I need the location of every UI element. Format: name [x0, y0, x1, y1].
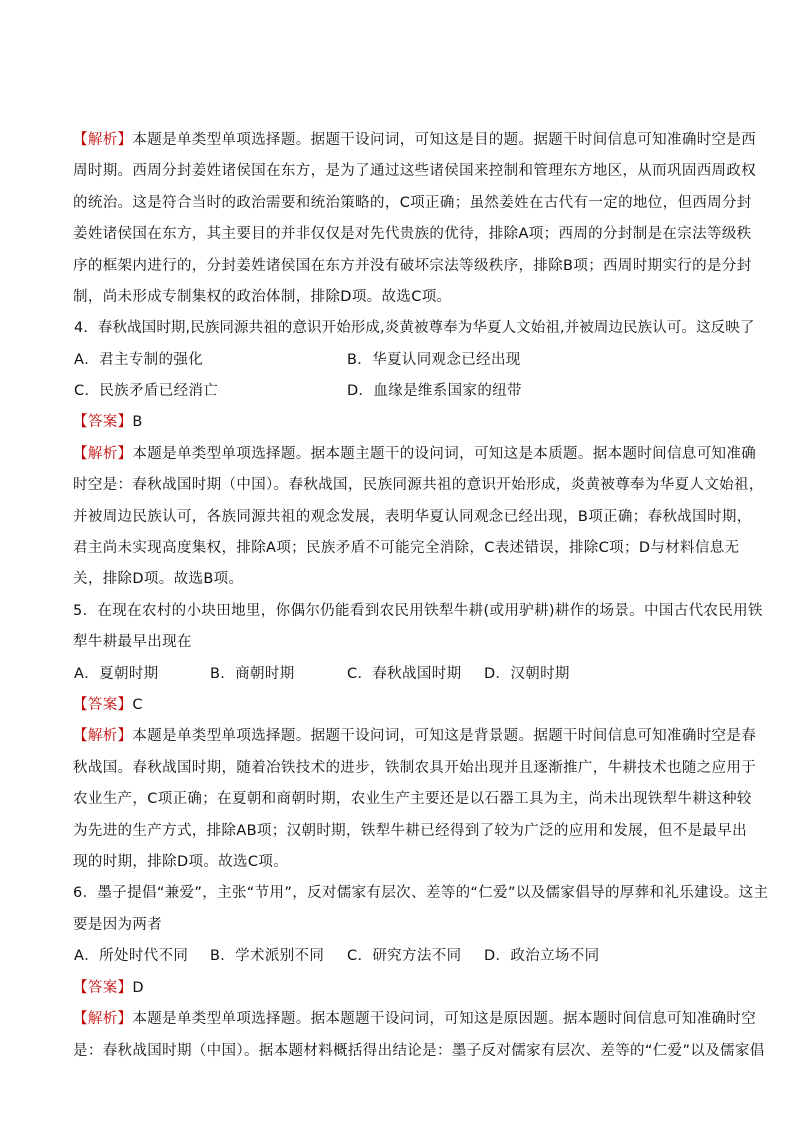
analysis-line: 【解析】本题是单类型单项选择题。据本题题干设问词，可知这是原因题。据本题时间信息可知准确时空: [73, 1011, 757, 1027]
q5-answer: [73, 697, 143, 713]
question-6-stem: 要是因为两者: [73, 917, 163, 933]
q5-option-c: C．春秋战国时期: [347, 666, 462, 682]
answer-tag: 【答案】: [73, 414, 133, 430]
q4-answer: [73, 414, 143, 430]
q4-option-c: C．民族矛盾已经消亡: [74, 383, 219, 399]
q6-option-b: B．学术派别不同: [210, 948, 325, 964]
analysis-line: 君主尚未实现高度集权，排除A项；民族矛盾不可能完全消除，C表述错误，排除C项；D与材料信息无: [73, 540, 740, 556]
question-6-stem: 6．墨子提倡“兼爱”，主张“节用”，反对儒家有层次、差等的“仁爱”以及儒家倡导的厚葬和礼乐建设。这主: [73, 885, 769, 901]
analysis-line: 【解析】本题是单类型单项选择题。据本题主题干的设问词，可知这是本质题。据本题时间信息可知准确: [73, 446, 757, 462]
analysis-tag: 【解析】: [73, 1011, 133, 1027]
analysis-tag: 【解析】: [73, 446, 133, 462]
analysis-line: 的统治。这是符合当时的政治需要和统治策略的，C项正确；虽然姜姓在古代有一定的地位，但西周分封: [73, 195, 752, 211]
analysis-line: 关，排除D项。故选B项。: [73, 571, 244, 587]
analysis-line: 并被周边民族认可，各族同源共祖的观念发展，表明华夏认同观念已经出现，B项正确；春秋战国时期，: [73, 509, 752, 525]
question-5-stem: 5．在现在农村的小块田地里，你偶尔仍能看到农民用铁犁牛耕(或用驴耕)耕作的场景。中国古代农民用铁: [73, 603, 763, 619]
q6-option-d: D．政治立场不同: [484, 948, 600, 964]
answer-tag: 【答案】: [73, 697, 133, 713]
analysis-line: 为先进的生产方式，排除AB项；汉朝时期，铁犁牛耕已经得到了较为广泛的应用和发展，但不是最早出: [73, 823, 747, 839]
question-5-stem: 犁牛耕最早出现在: [73, 634, 192, 650]
q6-answer: [73, 980, 144, 996]
analysis-tag: 【解析】: [73, 132, 133, 148]
q6-option-c: C．研究方法不同: [347, 948, 462, 964]
answer-value: B: [132, 414, 143, 430]
q4-option-b: B．华夏认同观念已经出现: [347, 352, 521, 368]
answer-value: D: [132, 980, 144, 996]
q5-option-b: B．商朝时期: [210, 666, 295, 682]
analysis-line: 现的时期，排除D项。故选C项。: [73, 854, 289, 870]
answer-value: C: [132, 697, 143, 713]
analysis-line: 序的框架内进行的，分封姜姓诸侯国在东方并没有破坏宗法等级秩序，排除B项；西周时期实行的是分封: [73, 258, 752, 274]
analysis-tag: 【解析】: [73, 728, 133, 744]
analysis-line: 秋战国。春秋战国时期，随着冶铁技术的进步，铁制农具开始出现并且逐渐推广，牛耕技术也随之应用于: [73, 760, 757, 776]
analysis-line: 时空是：春秋战国时期（中国）。春秋战国，民族同源共祖的意识开始形成，炎黄被尊奉为华夏人文始祖，: [73, 477, 764, 493]
answer-tag: 【答案】: [73, 980, 133, 996]
q4-option-d: D．血缘是维系国家的纽带: [347, 383, 522, 399]
analysis-line: 农业生产，C项正确；在夏朝和商朝时期，农业生产主要还是以石器工具为主，尚未出现铁犁牛耕这种较: [73, 791, 752, 807]
q5-option-a: A．夏朝时期: [74, 666, 159, 682]
q6-option-a: A．所处时代不同: [74, 948, 189, 964]
analysis-line: 是：春秋战国时期（中国）。据本题材料概括得出结论是：墨子反对儒家有层次、差等的“仁爱”以及儒家倡: [73, 1043, 765, 1059]
analysis-line: 【解析】本题是单类型单项选择题。据题干设问词，可知这是背景题。据题干时间信息可知准确时空是春: [73, 728, 757, 744]
analysis-line: 制，尚未形成专制集权的政治体制，排除D项。故选C项。: [73, 289, 452, 305]
analysis-line: 【解析】本题是单类型单项选择题。据题干设问词，可知这是目的题。据题干时间信息可知准确时空是西: [73, 132, 757, 148]
analysis-line: 周时期。西周分封姜姓诸侯国在东方，是为了通过这些诸侯国来控制和管理东方地区，从而巩固西周政权: [73, 163, 757, 179]
q5-option-d: D．汉朝时期: [484, 666, 570, 682]
q4-option-a: A．君主专制的强化: [74, 352, 204, 368]
analysis-line: 姜姓诸侯国在东方，其主要目的并非仅仅是对先代贵族的优待，排除A项；西周的分封制是在宗法等级秩: [73, 226, 752, 242]
question-4-stem: 4．春秋战国时期,民族同源共祖的意识开始形成,炎黄被尊奉为华夏人文始祖,并被周边民族认可。这反映了: [74, 320, 755, 336]
